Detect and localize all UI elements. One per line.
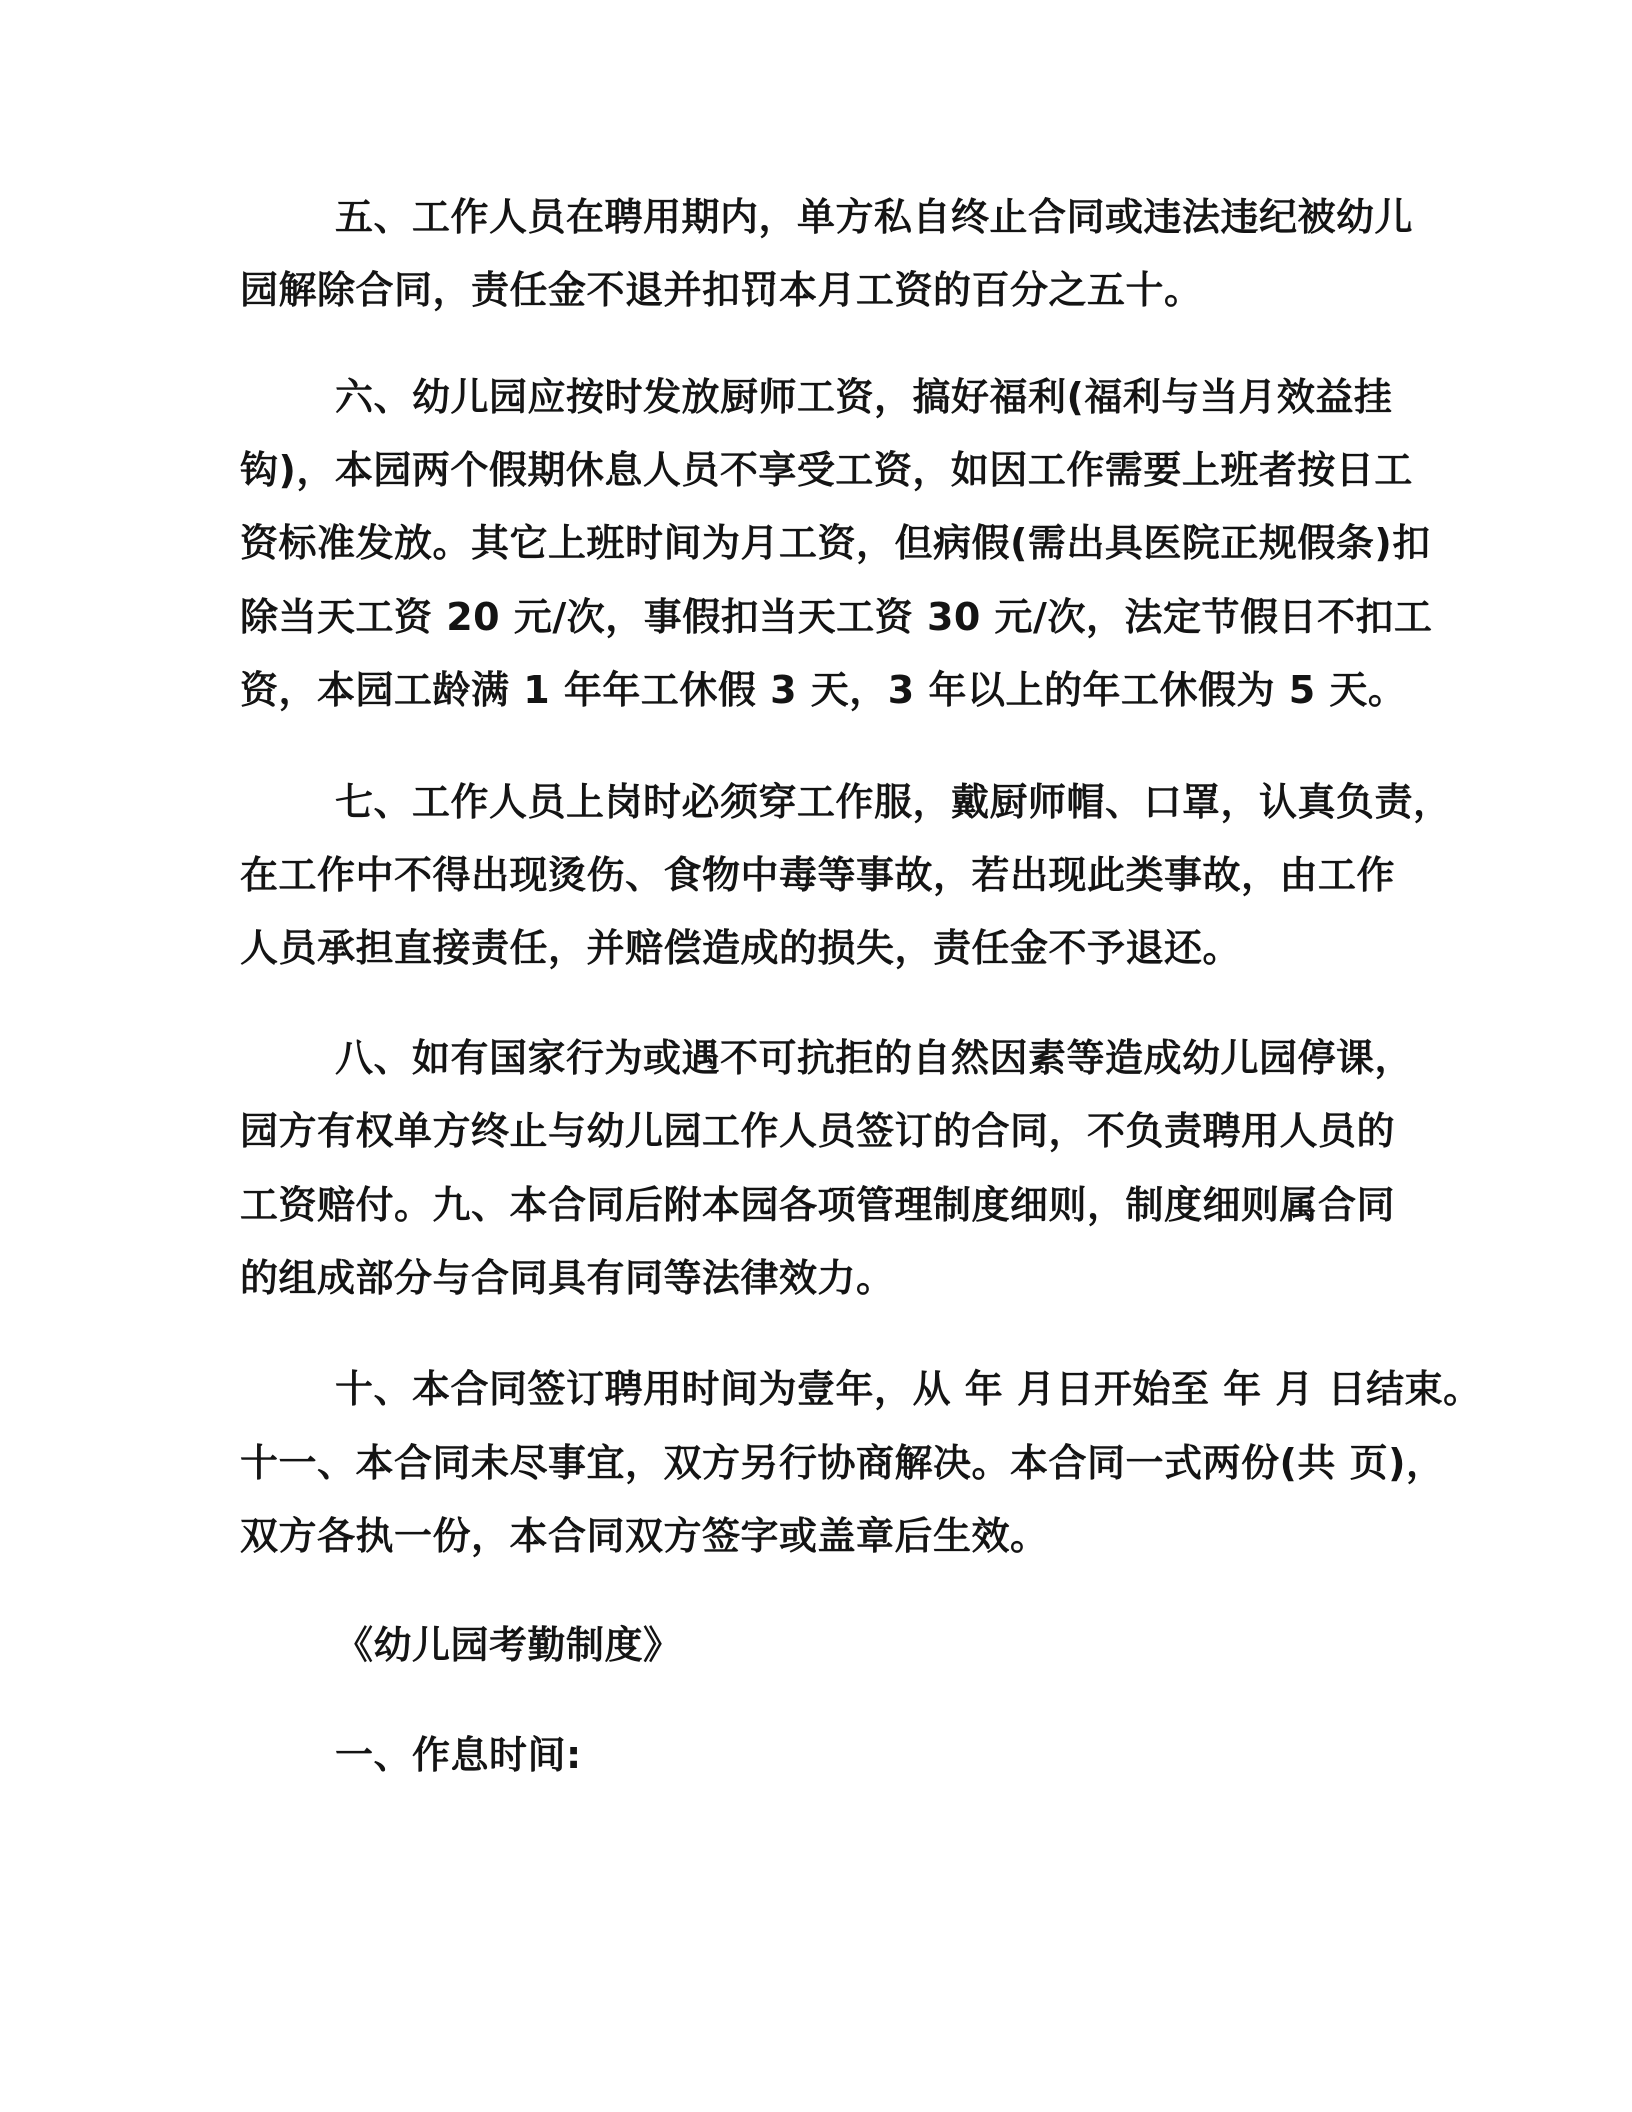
clause-7-line-1: 七、工作人员上岗时必须穿工作服，戴厨师帽、口罩，认真负责，: [335, 780, 1452, 824]
clause-11-line-1: 十一、本合同未尽事宜，双方另行协商解决。本合同一式两份(共 页)，: [240, 1441, 1445, 1485]
clause-8-line-4: 的组成部分与合同具有同等法律效力。: [240, 1256, 895, 1300]
section-heading-schedule: 一、作息时间:: [335, 1733, 582, 1777]
clause-7-line-2: 在工作中不得出现烫伤、食物中毒等事故，若出现此类事故，由工作: [240, 853, 1396, 897]
clause-6-line-1: 六、幼儿园应按时发放厨师工资，搞好福利(福利与当月效益挂: [335, 375, 1393, 419]
clause-6-line-3: 资标准发放。其它上班时间为月工资，但病假(需出具医院正规假条)扣: [240, 521, 1431, 565]
clause-11-line-2: 双方各执一份，本合同双方签字或盖章后生效。: [240, 1514, 1049, 1558]
attendance-title: 《幼儿园考勤制度》: [335, 1623, 682, 1667]
clause-5-line-1: 五、工作人员在聘用期内，单方私自终止合同或违法违纪被幼儿: [335, 195, 1414, 239]
clause-6-line-4: 除当天工资 20 元/次，事假扣当天工资 30 元/次，法定节假日不扣工: [240, 595, 1433, 639]
clause-6-line-2: 钩)，本园两个假期休息人员不享受工资，如因工作需要上班者按日工: [240, 448, 1413, 492]
clause-10-line-1: 十、本合同签订聘用时间为壹年，从 年 月日开始至 年 月 日结束。: [335, 1367, 1482, 1411]
clause-8-line-3: 工资赔付。九、本合同后附本园各项管理制度细则，制度细则属合同: [240, 1183, 1396, 1227]
clause-6-line-5: 资，本园工龄满 1 年年工休假 3 天，3 年以上的年工休假为 5 天。: [240, 668, 1407, 712]
clause-7-line-3: 人员承担直接责任，并赔偿造成的损失，责任金不予退还。: [240, 926, 1242, 970]
clause-8-line-2: 园方有权单方终止与幼儿园工作人员签订的合同，不负责聘用人员的: [240, 1109, 1396, 1153]
clause-5-line-2: 园解除合同，责任金不退并扣罚本月工资的百分之五十。: [240, 268, 1203, 312]
clause-8-line-1: 八、如有国家行为或遇不可抗拒的自然因素等造成幼儿园停课，: [335, 1036, 1414, 1080]
